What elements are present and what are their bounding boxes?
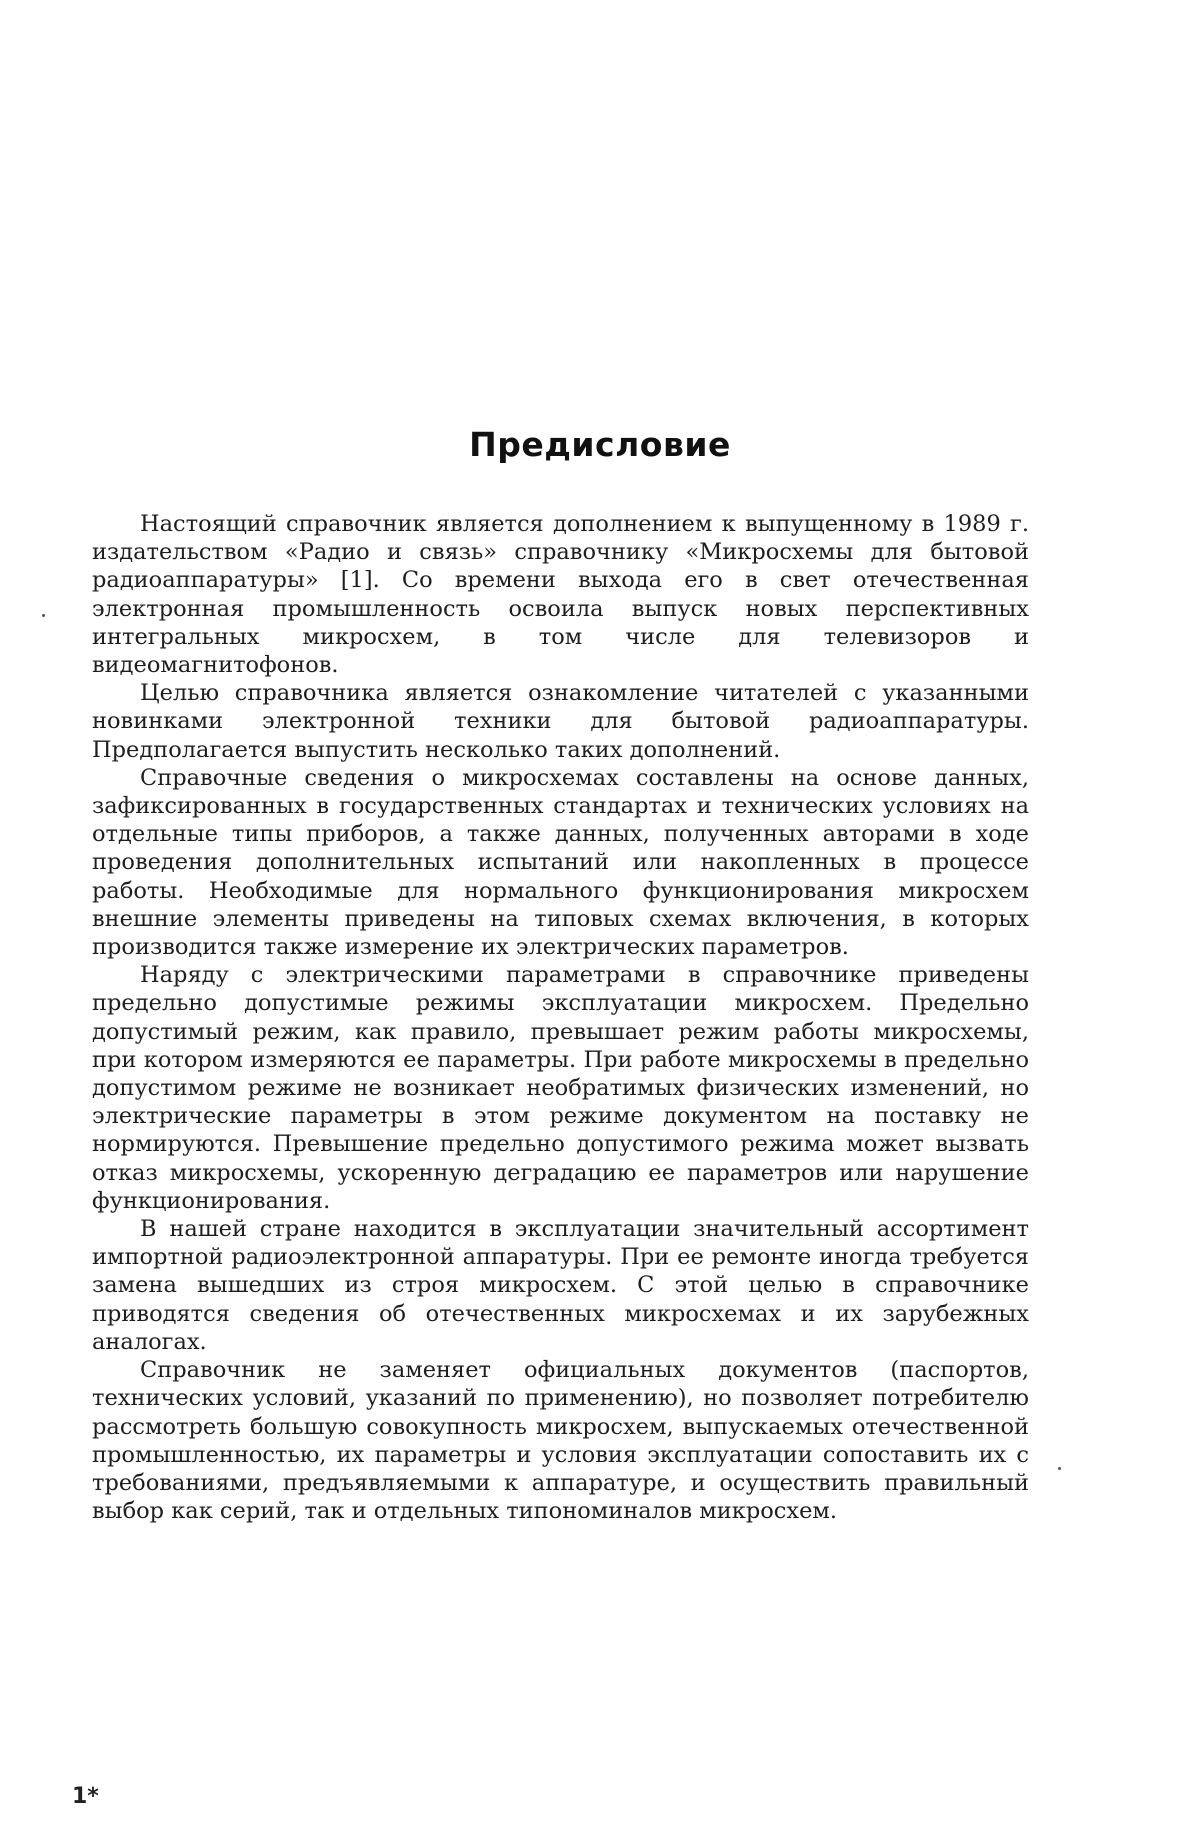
paragraph-6: Справочник не заменяет официальных документов (паспортов, технических условий, указаний по применению), но позволяет потребителю рассмотреть большую совокупность микросхем, выпускаемых отечественной промышленностью, их параметры и условия эксплуатации сопоставить их с требованиями, предъявляемыми к аппаратуре, и осуществить правильный выбор как серий, так и отдельных типономиналов микросхем. <box>92 1357 1029 1525</box>
paragraph-4: Наряду с электрическими параметрами в справочнике приведены предельно допустимые режимы эксплуатации микросхем. Предельно допустимый режим, как правило, превышает режим работы микросхемы, при котором измеряются ее параметры. При работе микросхемы в предельно допустимом режиме не возникает необратимых физических изменений, но электрические параметры в этом режиме документом на поставку не нормируются. Превышение предельно допустимого режима может вызвать отказ микросхемы, ускоренную деградацию ее параметров или нарушение функционирования. <box>92 962 1029 1214</box>
scan-speck <box>1058 1467 1061 1470</box>
paragraph-3: Справочные сведения о микросхемах составлены на основе данных, зафиксированных в государственных стандартах и технических условиях на отдельные типы приборов, а также данных, полученных авторами в ходе проведения дополнительных испытаний или накопленных в процессе работы. Необходимые для нормального функционирования микросхем внешние элементы приведены на типовых схемах включения, в которых производится также измерение их электрических параметров. <box>92 764 1029 961</box>
preface-body <box>92 510 1029 1525</box>
paragraph-1: Настоящий справочник является дополнением к выпущенному в 1989 г. издательством «Радио и связь» справочнику «Микросхемы для бытовой радиоаппаратуры» [1]. Со времени выхода его в свет отечественная электронная промышленность освоила выпуск новых перспективных интегральных микросхем, в том числе для телевизоров и видеомагнитофонов. <box>92 511 1029 679</box>
paragraph-5: В нашей стране находится в эксплуатации значительный ассортимент импортной радиоэлектронной аппаратуры. При ее ремонте иногда требуется замена вышедших из строя микросхем. С этой целью в справочнике приводятся сведения об отечественных микросхемах и их зарубежных аналогах. <box>92 1216 1029 1355</box>
paragraph-2: Целью справочника является ознакомление читателей с указанными новинками электронной техники для бытовой радиоаппаратуры. Предполагается выпустить несколько таких дополнений. <box>92 680 1029 763</box>
signature-mark: 1* <box>72 1784 99 1809</box>
page-title: Предисловие <box>469 425 731 464</box>
scan-speck <box>42 614 45 617</box>
